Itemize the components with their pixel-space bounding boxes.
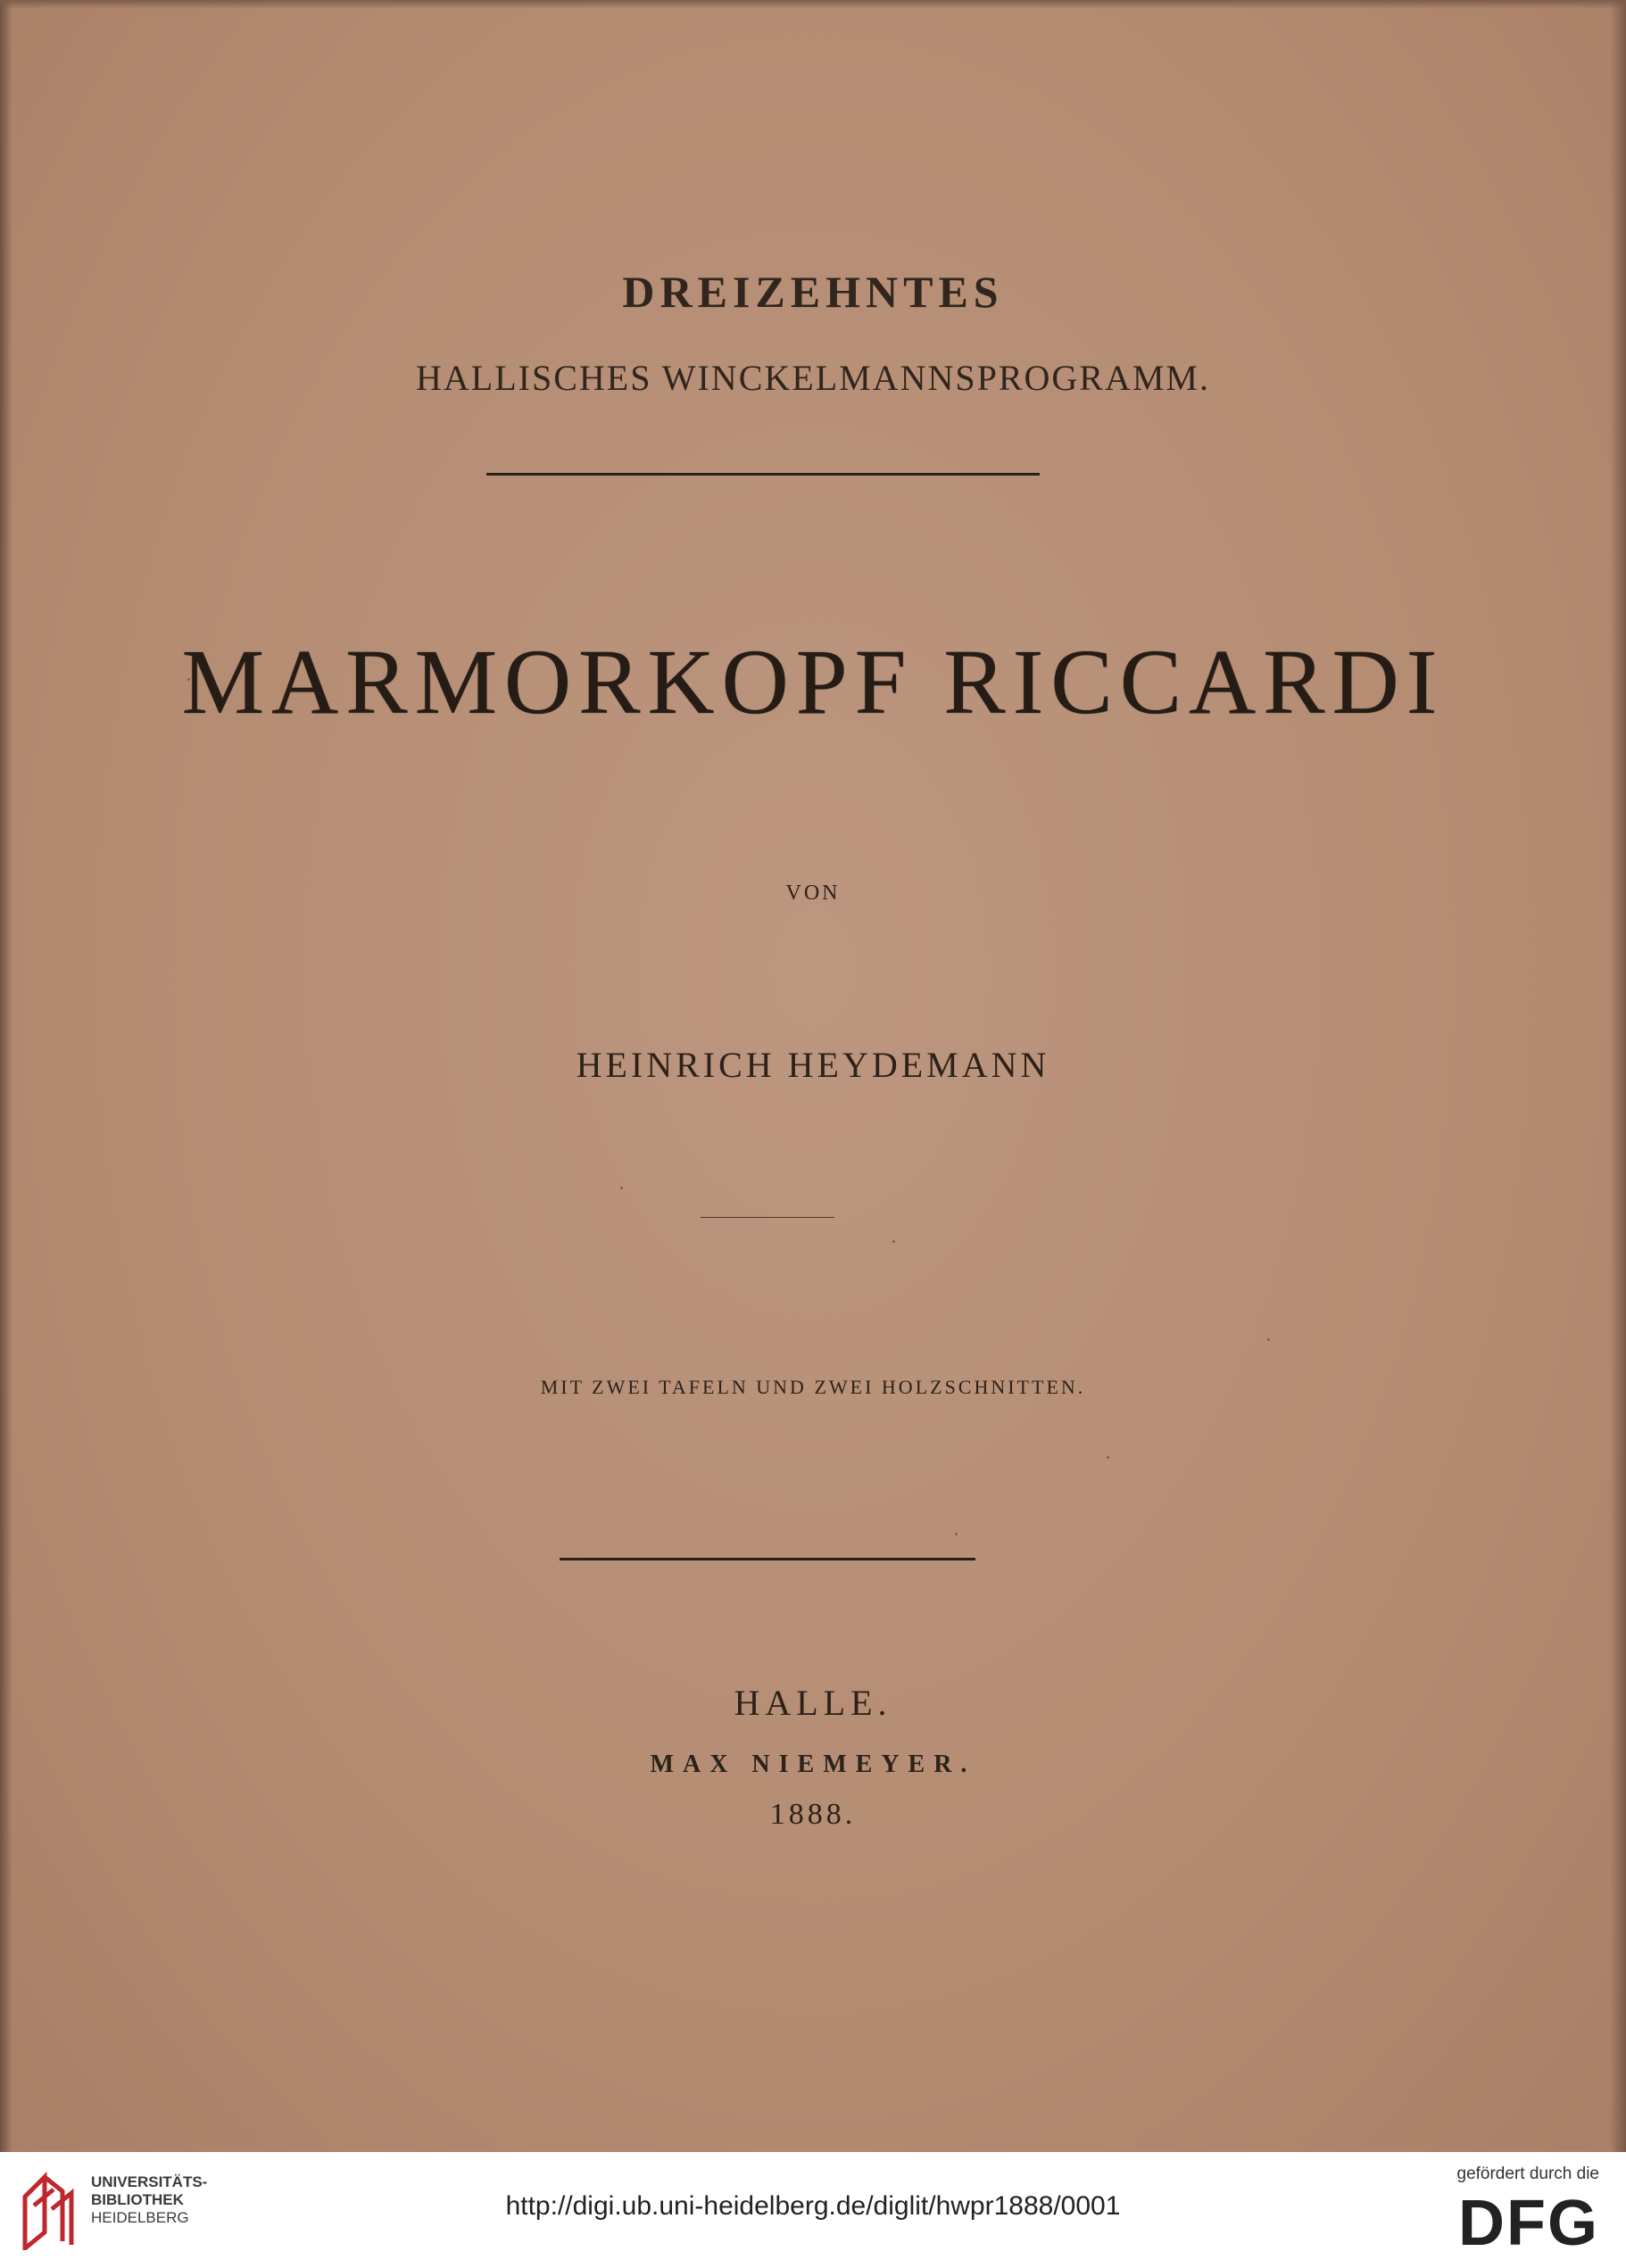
short-divider-rule: [701, 1217, 834, 1218]
library-name-line: HEIDELBERG: [91, 2209, 189, 2226]
paper-speck: [955, 1533, 958, 1535]
funding-label: gefördert durch die: [1456, 2165, 1599, 2183]
digitization-footer: [0, 2152, 1626, 2268]
dfg-logo-icon: DFG: [1458, 2188, 1599, 2259]
imprint-city: HALLE.: [734, 1683, 892, 1723]
program-heading: HALLISCHES WINCKELMANNSPROGRAMM.: [416, 358, 1210, 398]
plates-note: MIT ZWEI TAFELN UND ZWEI HOLZSCHNITTEN.: [540, 1376, 1086, 1398]
imprint-publisher: MAX NIEMEYER.: [650, 1751, 976, 1778]
author-name: HEINRICH HEYDEMANN: [576, 1045, 1050, 1085]
library-name-line: BIBLIOTHEK: [91, 2191, 184, 2208]
divider-rule: [560, 1558, 975, 1560]
paper-speck: [1267, 1338, 1270, 1341]
imprint-year: 1888.: [769, 1798, 857, 1831]
paper-speck: [892, 1240, 895, 1243]
series-heading: DREIZEHNTES: [622, 267, 1004, 317]
by-line: VON: [785, 882, 841, 905]
library-name-line: UNIVERSITÄTS-: [91, 2173, 208, 2190]
book-title: MARMORKOPF RICCARDI: [181, 631, 1445, 733]
permalink-url[interactable]: http://digi.ub.uni-heidelberg.de/diglit/hwpr1888/0001: [505, 2191, 1121, 2221]
paper-speck: [1107, 1456, 1109, 1459]
divider-rule: [486, 473, 1040, 476]
page-edge-shadow-top: [0, 0, 1626, 9]
paper-speck: [620, 1187, 623, 1189]
